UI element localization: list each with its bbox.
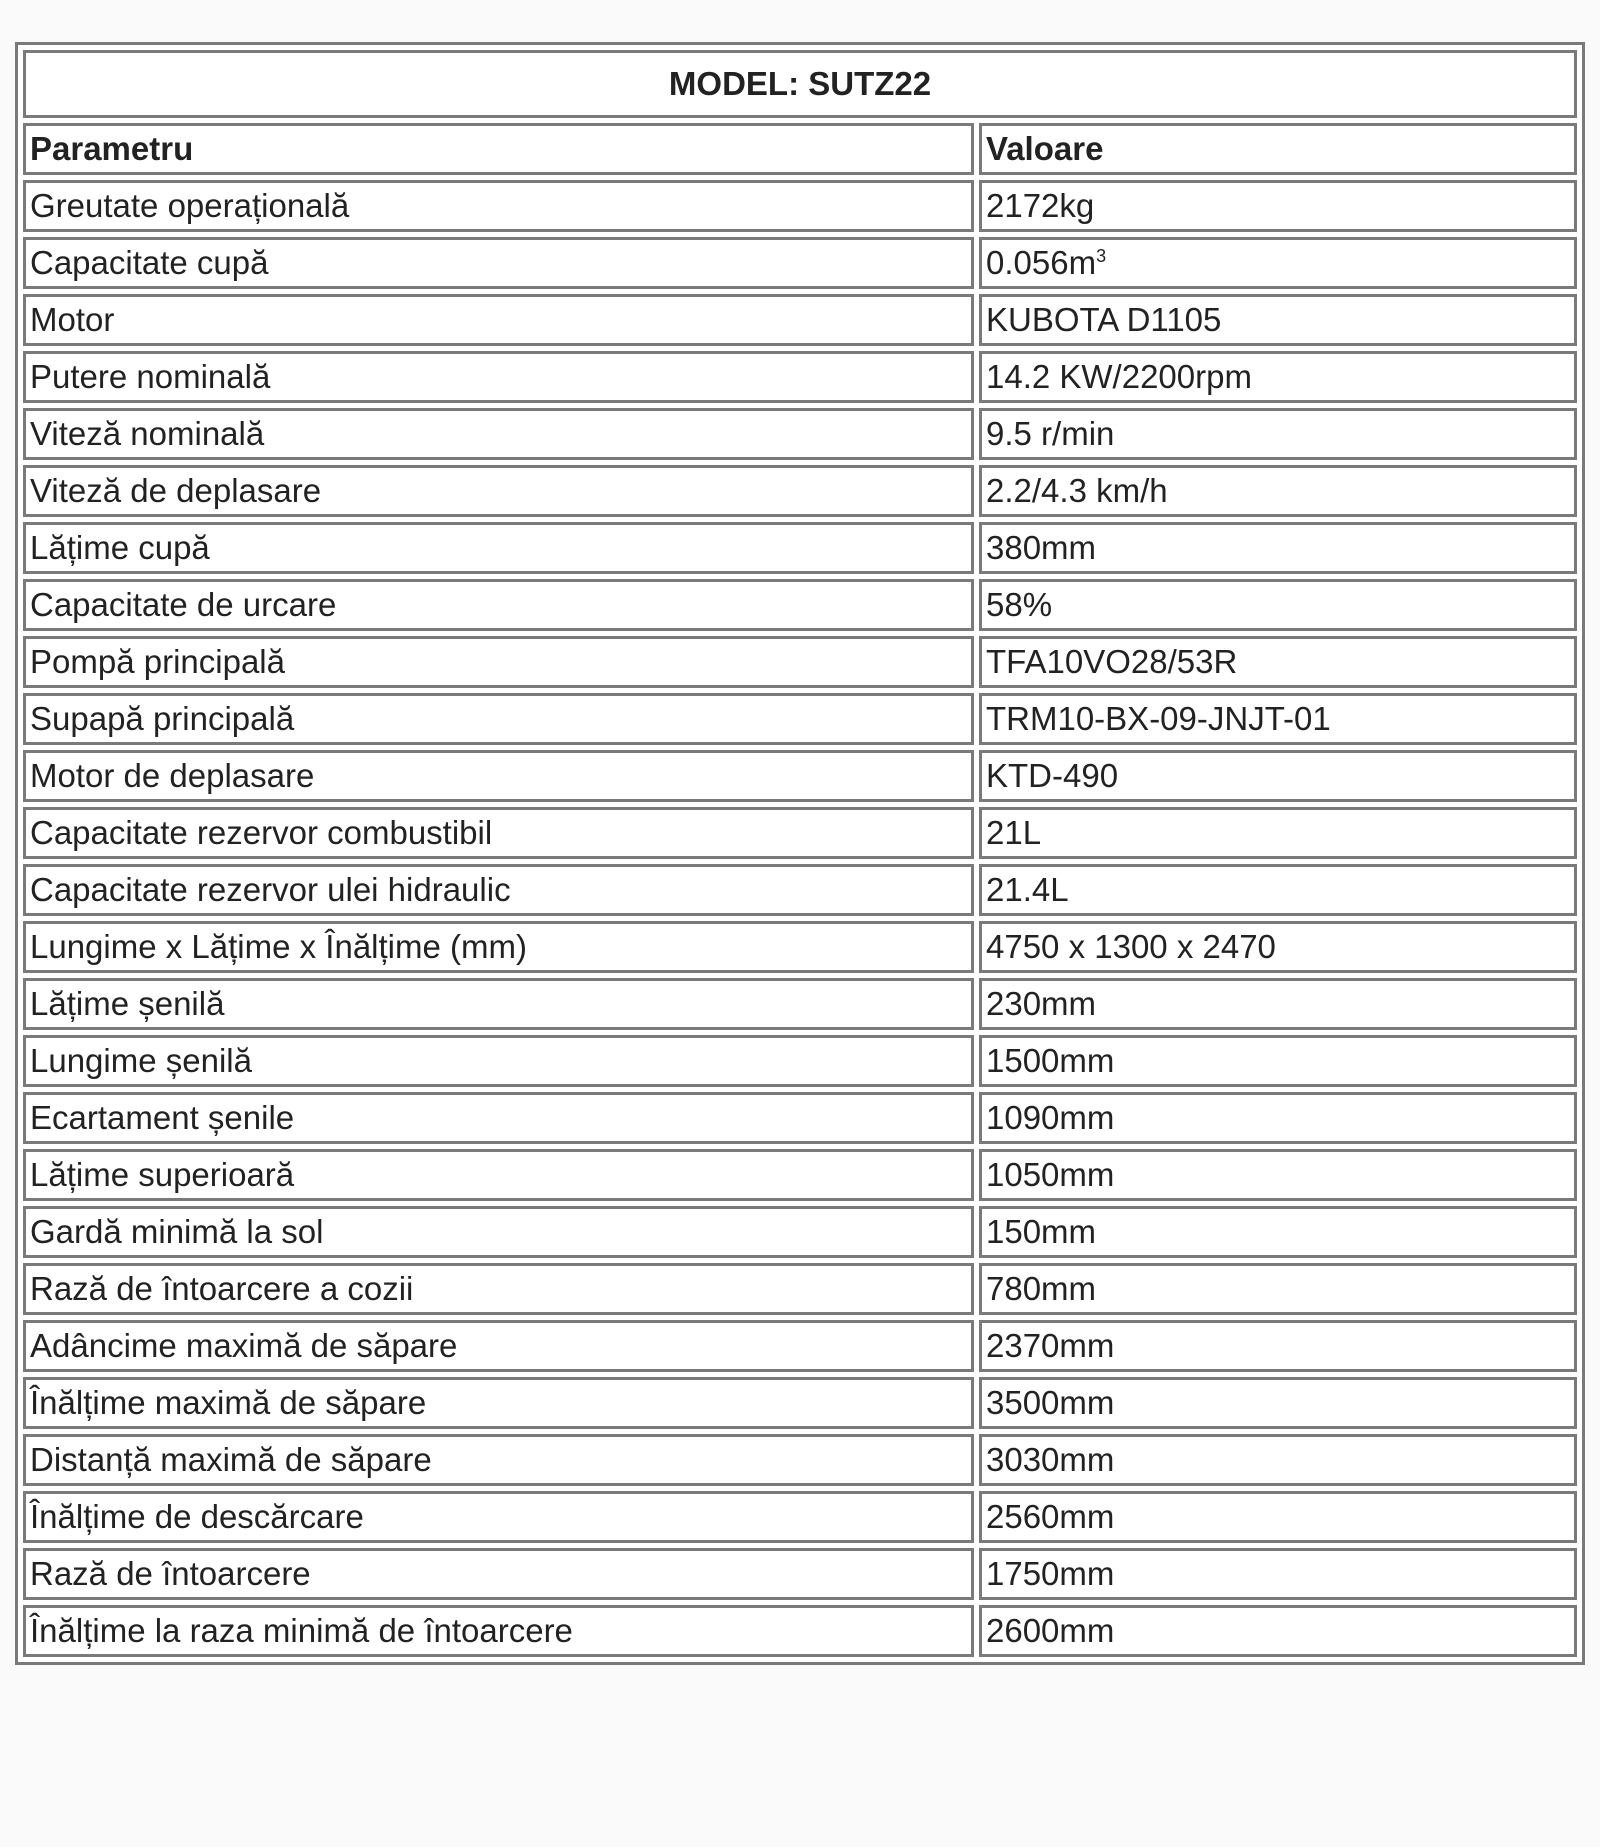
value-text: 150mm [986,1213,1097,1250]
table-row [23,921,1577,973]
table-row [23,351,1577,403]
parameter-cell: Lungime șenilă [23,1035,974,1087]
table-row [23,1263,1577,1315]
parameter-cell: Înălțime maximă de săpare [23,1377,974,1429]
value-text: 58% [986,586,1053,623]
table-row [23,693,1577,745]
value-text: KTD-490 [986,757,1119,794]
parameter-cell: Distanță maximă de săpare [23,1434,974,1486]
table-row [23,522,1577,574]
table-row [23,1491,1577,1543]
value-text: 2370mm [986,1327,1115,1364]
value-text: KUBOTA D1105 [986,301,1222,338]
value-text: 0.056m [986,244,1097,281]
value-text: 1050mm [986,1156,1115,1193]
table-row [23,1605,1577,1657]
value-cell [979,1434,1577,1486]
value-cell [979,1035,1577,1087]
table-row [23,1377,1577,1429]
value-text: 2560mm [986,1498,1115,1535]
table-body [23,180,1577,1657]
value-cell [979,294,1577,346]
value-text: 14.2 KW/2200rpm [986,358,1252,395]
table-row [23,1434,1577,1486]
table-row [23,636,1577,688]
table-row [23,180,1577,232]
value-cell [979,978,1577,1030]
parameter-cell: Ecartament șenile [23,1092,974,1144]
parameter-cell: Adâncime maximă de săpare [23,1320,974,1372]
parameter-cell: Pompă principală [23,636,974,688]
value-cell [979,351,1577,403]
value-cell [979,237,1577,289]
value-cell [979,1377,1577,1429]
parameter-cell: Greutate operațională [23,180,974,232]
value-text: 1500mm [986,1042,1115,1079]
parameter-cell: Putere nominală [23,351,974,403]
value-text: 4750 x 1300 x 2470 [986,928,1276,965]
value-text: 21L [986,814,1042,851]
table-row [23,978,1577,1030]
value-text: 3030mm [986,1441,1115,1478]
value-cell [979,1206,1577,1258]
value-text: 21.4L [986,871,1069,908]
value-text: 9.5 r/min [986,415,1115,452]
value-cell [979,180,1577,232]
parameter-cell: Înălțime la raza minimă de întoarcere [23,1605,974,1657]
table-row [23,750,1577,802]
parameter-cell: Capacitate rezervor ulei hidraulic [23,864,974,916]
parameter-cell: Supapă principală [23,693,974,745]
table-row [23,237,1577,289]
table-row [23,1092,1577,1144]
parameter-cell: Rază de întoarcere a cozii [23,1263,974,1315]
value-text: 380mm [986,529,1097,566]
parameter-cell: Lungime x Lățime x Înălțime (mm) [23,921,974,973]
parameter-cell: Capacitate rezervor combustibil [23,807,974,859]
table-header-row [23,123,1577,175]
spec-table-container [15,42,1585,1665]
column-header-parameter: Parametru [23,123,974,175]
table-title: MODEL: SUTZ22 [23,50,1577,118]
value-cell [979,1149,1577,1201]
value-cell [979,465,1577,517]
value-cell [979,864,1577,916]
table-row [23,579,1577,631]
value-text: 2172kg [986,187,1095,224]
value-text: TFA10VO28/53R [986,643,1238,680]
value-cell [979,1320,1577,1372]
parameter-cell: Viteză nominală [23,408,974,460]
value-cell [979,408,1577,460]
value-cell [979,921,1577,973]
column-header-value: Valoare [979,123,1577,175]
value-text: 780mm [986,1270,1097,1307]
value-text: 2600mm [986,1612,1115,1649]
value-cell [979,1491,1577,1543]
table-row [23,864,1577,916]
unit-superscript: 3 [1096,246,1107,266]
parameter-cell: Lățime cupă [23,522,974,574]
table-row [23,807,1577,859]
value-cell [979,579,1577,631]
value-text: 3500mm [986,1384,1115,1421]
parameter-cell: Motor de deplasare [23,750,974,802]
value-cell [979,807,1577,859]
table-row [23,294,1577,346]
value-cell [979,1263,1577,1315]
parameter-cell: Capacitate de urcare [23,579,974,631]
parameter-cell: Gardă minimă la sol [23,1206,974,1258]
parameter-cell: Capacitate cupă [23,237,974,289]
value-cell [979,693,1577,745]
parameter-cell: Lățime superioară [23,1149,974,1201]
value-cell [979,636,1577,688]
parameter-cell: Lățime șenilă [23,978,974,1030]
value-text: 1090mm [986,1099,1115,1136]
table-row [23,465,1577,517]
value-cell [979,1092,1577,1144]
table-row [23,1320,1577,1372]
value-text: 2.2/4.3 km/h [986,472,1168,509]
table-row [23,1035,1577,1087]
parameter-cell: Motor [23,294,974,346]
parameter-cell: Rază de întoarcere [23,1548,974,1600]
spec-table [18,45,1582,1662]
value-cell [979,1605,1577,1657]
parameter-cell: Înălțime de descărcare [23,1491,974,1543]
table-row [23,408,1577,460]
value-cell [979,522,1577,574]
table-row [23,1149,1577,1201]
table-row [23,1206,1577,1258]
table-title-row [23,50,1577,118]
parameter-cell: Viteză de deplasare [23,465,974,517]
value-text: 1750mm [986,1555,1115,1592]
table-row [23,1548,1577,1600]
value-cell [979,1548,1577,1600]
value-cell [979,750,1577,802]
value-text: 230mm [986,985,1097,1022]
value-text: TRM10-BX-09-JNJT-01 [986,700,1331,737]
